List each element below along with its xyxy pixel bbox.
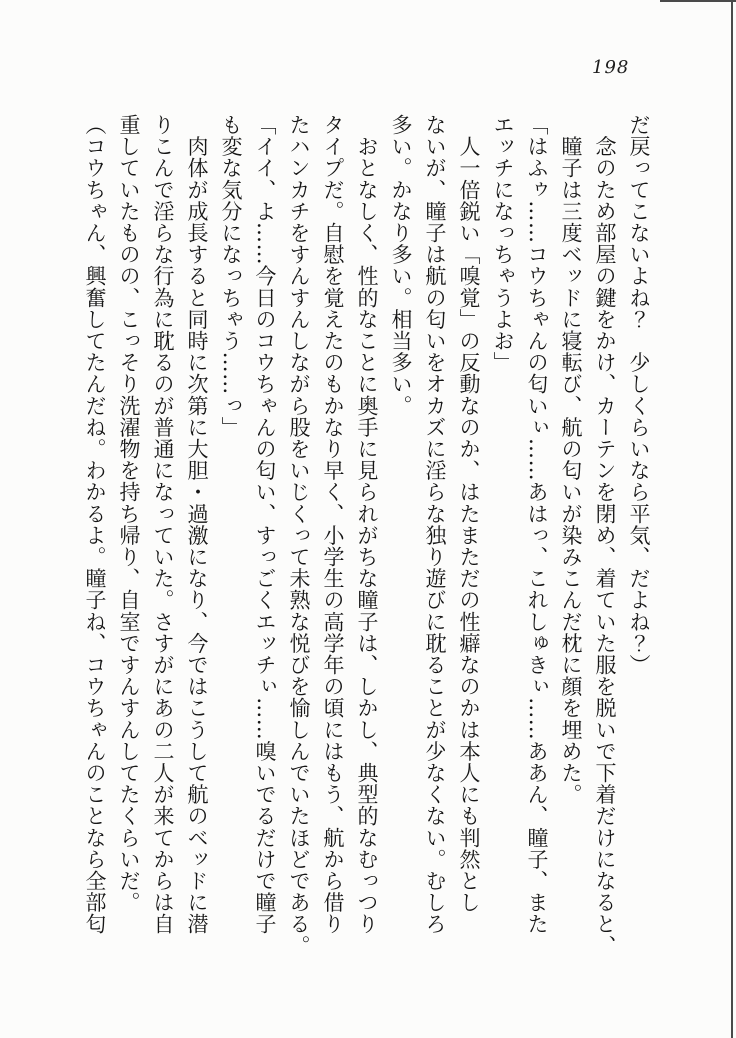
text-line: 「はふゥ……コウちゃんの匂いぃ……あはっ、これしゅきぃ……ああん、瞳子、また	[525, 114, 549, 935]
text-line: 重していたものの、こっそり洗濯物を持ち帰り、自室ですんすんしてたくらいだ。	[117, 114, 141, 914]
text-line: 「イイ、よ……今日のコウちゃんの匂い、すっごくエッチぃ……嗅いでるだけで瞳子	[253, 114, 277, 935]
text-line: タイプだ。自慰を覚えたのもかなり早く、小学生の高学年の頃にはもう、航から借り	[321, 114, 345, 935]
text-line: たハンカチをすんすんしながら股をいじくって未熟な悦びを愉しんでいたほどである。	[287, 114, 311, 957]
text-line: 瞳子は三度ベッドに寝転び、航の匂いが染みこんだ枕に顔を埋めた。	[559, 114, 583, 806]
text-line: おとなしく、性的なことに奥手に見られがちな瞳子は、しかし、典型的なむっつり	[355, 114, 379, 935]
body-text	[78, 114, 656, 994]
text-line: 肉体が成長すると同時に次第に大胆・過激になり、今ではこうして航のベッドに潜	[185, 114, 209, 935]
text-line: エッチになっちゃうよお」	[491, 114, 515, 374]
text-line: りこんで淫らな行為に耽るのが普通になっていた。さすがにあの二人が来てからは自	[151, 114, 175, 935]
text-line: も変な気分になっちゃう……っ」	[219, 114, 243, 438]
page-number: 198	[592, 57, 630, 78]
text-line: ないが、瞳子は航の匂いをオカズに淫らな独り遊びに耽ることが少なくない。むしろ	[423, 114, 447, 935]
text-line: 念のため部屋の鍵をかけ、カーテンを閉め、着ていた服を脱いで下着だけになると、	[593, 114, 617, 957]
text-line: 多い。かなり多い。相当多い。	[389, 114, 413, 417]
text-line: （コウちゃん、興奮してたんだね。わかるよ。瞳子ね、コウちゃんのことなら全部匂	[83, 114, 107, 935]
text-line: だ戻ってこないよね？ 少しくらいなら平気、だよね？）	[627, 114, 651, 676]
text-line: 人一倍鋭い「嗅覚」の反動なのか、はたまただの性癖なのかは本人にも判然とし	[457, 114, 481, 914]
page-edge-line-top	[660, 0, 736, 2]
page-edge-line-right	[731, 0, 733, 1038]
